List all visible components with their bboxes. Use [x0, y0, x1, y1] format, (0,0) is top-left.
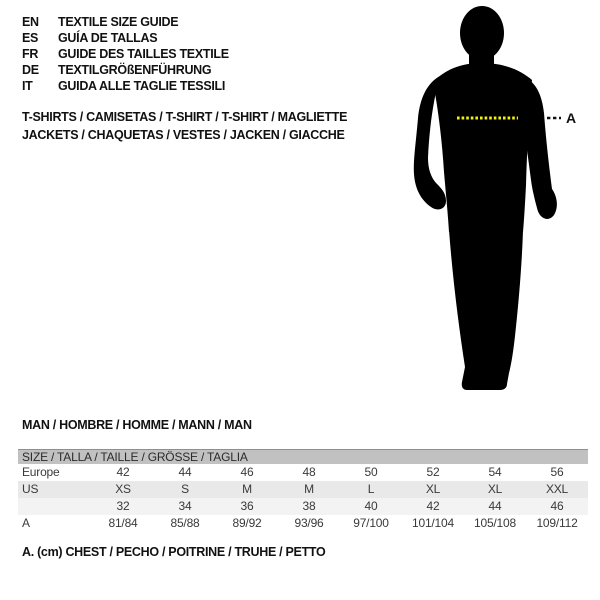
size-cell: XL [487, 482, 503, 496]
language-code: FR [22, 47, 39, 61]
category-line-jackets: JACKETS / CHAQUETAS / VESTES / JACKEN / GIACCHE [22, 127, 345, 142]
size-cell: 97/100 [353, 516, 389, 530]
size-cell: 38 [302, 499, 316, 513]
category-list [22, 109, 347, 144]
size-cell: XL [425, 482, 441, 496]
silhouette-torso [433, 63, 532, 232]
size-row-label: Europe [22, 465, 60, 479]
size-cell: S [181, 482, 189, 496]
size-cell: 46 [240, 465, 254, 479]
size-row-label: A [22, 516, 30, 530]
language-code: DE [22, 63, 39, 77]
language-list [22, 14, 229, 94]
language-row [22, 78, 229, 94]
language-row [22, 14, 229, 30]
size-cell: 36 [240, 499, 254, 513]
section-title-man: MAN / HOMBRE / HOMME / MANN / MAN [22, 418, 252, 432]
size-row-europe [18, 464, 588, 481]
size-cell: 101/104 [412, 516, 454, 530]
size-row-label [18, 498, 92, 515]
size-cell: M [304, 482, 314, 496]
silhouette-legs [449, 230, 523, 390]
size-cell: L [367, 482, 375, 496]
size-cell: 34 [178, 499, 192, 513]
size-cell: 42 [116, 465, 130, 479]
size-cell: 105/108 [474, 516, 516, 530]
size-table [18, 449, 588, 532]
language-code: IT [22, 79, 33, 93]
language-row [22, 46, 229, 62]
size-cell: 32 [116, 499, 130, 513]
size-cell: 50 [364, 465, 378, 479]
size-cell: XS [115, 482, 131, 496]
size-cell: 109/112 [536, 516, 578, 530]
size-cell: 40 [364, 499, 378, 513]
size-cell: 52 [426, 465, 440, 479]
size-cell: 48 [302, 465, 316, 479]
language-code: EN [22, 15, 39, 29]
size-row-uk [18, 498, 588, 515]
size-cell: 85/88 [170, 516, 200, 530]
measure-label-a: A [566, 110, 577, 126]
chest-footnote: A. (cm) CHEST / PECHO / POITRINE / TRUHE / PETTO [22, 545, 326, 559]
language-label: GUIDE DES TAILLES TEXTILE [58, 47, 229, 61]
language-code: ES [22, 31, 39, 45]
size-cell: 44 [488, 499, 502, 513]
size-cell: 93/96 [294, 516, 324, 530]
man-silhouette [400, 0, 600, 400]
size-cell: M [242, 482, 252, 496]
language-label: GUIDA ALLE TAGLIE TESSILI [58, 79, 226, 93]
size-cell: 46 [550, 499, 564, 513]
language-label: TEXTILGRÖßENFÜHRUNG [58, 63, 212, 77]
size-cell: 89/92 [232, 516, 262, 530]
size-cell: 56 [550, 465, 564, 479]
size-row-us [18, 481, 588, 498]
size-row-label: US [22, 482, 39, 496]
size-cell: XXL [545, 482, 569, 496]
category-line-tshirts: T-SHIRTS / CAMISETAS / T-SHIRT / T-SHIRT / MAGLIETTE [22, 110, 348, 124]
size-row-a-chest [18, 515, 588, 532]
language-row [22, 30, 229, 46]
size-cell: 42 [426, 499, 440, 513]
size-cell: 44 [178, 465, 192, 479]
language-label: GUÍA DE TALLAS [58, 31, 158, 45]
size-table-header: SIZE / TALLA / TAILLE / GRÖSSE / TAGLIA [18, 449, 588, 464]
language-label: TEXTILE SIZE GUIDE [58, 15, 179, 29]
language-row [22, 62, 229, 78]
size-cell: 81/84 [108, 516, 138, 530]
size-cell: 54 [488, 465, 502, 479]
